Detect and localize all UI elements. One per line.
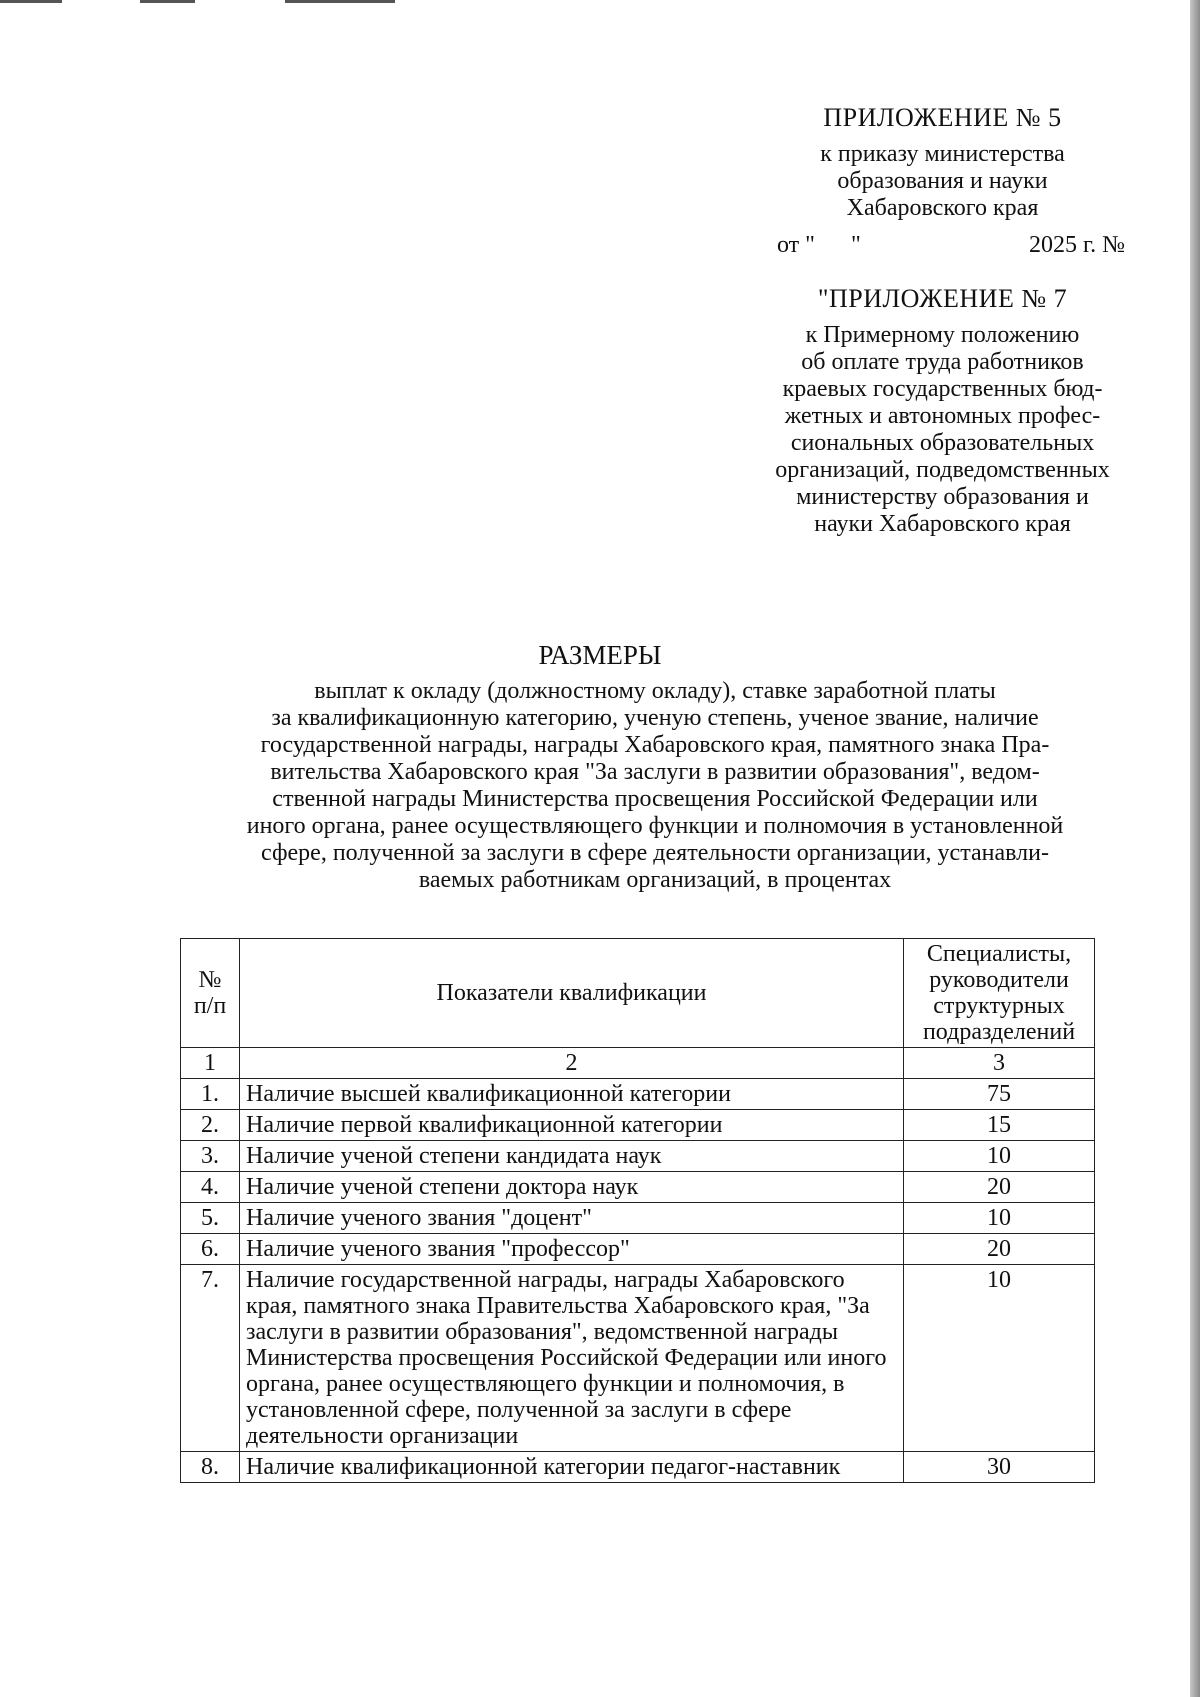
row-indicator: Наличие ученой степени кандидата наук	[240, 1141, 904, 1172]
row-value: 75	[904, 1079, 1095, 1110]
table-row	[181, 1452, 1095, 1483]
row-indicator: Наличие ученого звания "профессор"	[240, 1234, 904, 1265]
index-cell: 3	[904, 1048, 1095, 1079]
appendix-7-title: "ПРИЛОЖЕНИЕ № 7	[817, 284, 1068, 313]
table-row	[181, 1079, 1095, 1110]
row-num: 8.	[181, 1452, 240, 1483]
row-num: 3.	[181, 1141, 240, 1172]
appendix-7-line: сиональных образовательных	[790, 430, 1095, 456]
index-cell: 1	[181, 1048, 240, 1079]
appendix-5-title: ПРИЛОЖЕНИЕ № 5	[823, 103, 1062, 132]
table-row	[181, 1265, 1095, 1452]
table-row	[181, 1172, 1095, 1203]
subtitle-line: за квалификационную категорию, ученую степень, ученое звание, наличие	[271, 705, 1039, 731]
row-value: 10	[904, 1141, 1095, 1172]
table-row	[181, 1141, 1095, 1172]
table-row	[181, 1203, 1095, 1234]
header-indicator: Показатели квалификации	[240, 939, 904, 1048]
row-num: 5.	[181, 1203, 240, 1234]
subtitle-line: вительства Хабаровского края "За заслуги в развитии образования", ведом-	[270, 759, 1040, 785]
qualification-table	[180, 938, 1095, 1483]
subtitle-line: выплат к окладу (должностному окладу), ставке заработной платы	[314, 678, 996, 704]
table-index-row	[181, 1048, 1095, 1079]
subtitle-line: государственной награды, награды Хабаровского края, памятного знака Пра-	[260, 732, 1050, 758]
row-indicator: Наличие квалификационной категории педагог-наставник	[240, 1452, 904, 1483]
row-value: 20	[904, 1172, 1095, 1203]
subtitle-line: ственной награды Министерства просвещения Российской Федерации или	[272, 786, 1038, 812]
row-value: 15	[904, 1110, 1095, 1141]
document-title: РАЗМЕРЫ	[538, 640, 662, 670]
appendix-5-line: Хабаровского края	[846, 195, 1039, 221]
scan-page-edge	[1190, 0, 1200, 1697]
appendix-5-line: к приказу министерства	[820, 141, 1065, 167]
date-year: 2025 г. №	[1028, 232, 1125, 258]
subtitle-line: сфере, полученной за заслуги в сфере деятельности организации, устанавли-	[261, 840, 1049, 866]
date-prefix: от " "	[777, 232, 861, 258]
appendix-7-line: организаций, подведомственных	[775, 457, 1110, 483]
row-value: 20	[904, 1234, 1095, 1265]
row-indicator: Наличие ученого звания "доцент"	[240, 1203, 904, 1234]
index-cell: 2	[240, 1048, 904, 1079]
table-row	[181, 1110, 1095, 1141]
row-value: 10	[904, 1203, 1095, 1234]
row-value: 10	[904, 1265, 1095, 1452]
appendix-7-line: краевых государственных бюд-	[782, 376, 1103, 402]
subtitle-line: иного органа, ранее осуществляющего функции и полномочия в установленной	[246, 813, 1064, 839]
appendix-7-line: министерству образования и	[796, 484, 1089, 510]
appendix-5-line: образования и науки	[837, 168, 1048, 194]
row-num: 1.	[181, 1079, 240, 1110]
table-row	[181, 1234, 1095, 1265]
row-indicator: Наличие государственной награды, награды Хабаровского края, памятного знака Правительства Хабаровского края, "За заслуги в развитии образования", ведомственной награды Министерства просвещения Российской Федерации или иного органа, ранее осуществляющего функции и полномочия, в установленной сфере, полученной за заслуги в сфере деятельности организации	[240, 1265, 904, 1452]
appendix-7-line: к Примерному положению	[805, 322, 1080, 348]
row-num: 6.	[181, 1234, 240, 1265]
subtitle-line: ваемых работникам организаций, в процентах	[418, 867, 892, 893]
scan-top-marks	[0, 0, 1200, 6]
row-indicator: Наличие первой квалификационной категории	[240, 1110, 904, 1141]
header-num: № п/п	[181, 939, 240, 1048]
document-subtitle	[180, 678, 1130, 894]
appendix-5-date-line	[755, 232, 1130, 259]
header-value: Специалисты, руководители структурных подразделений	[904, 939, 1095, 1048]
row-indicator: Наличие ученой степени доктора наук	[240, 1172, 904, 1203]
appendix-7-line: об оплате труда работников	[801, 349, 1084, 375]
row-value: 30	[904, 1452, 1095, 1483]
appendix-7-line: жетных и автономных профес-	[784, 403, 1101, 429]
table-header-row	[181, 939, 1095, 1048]
row-indicator: Наличие высшей квалификационной категории	[240, 1079, 904, 1110]
row-num: 4.	[181, 1172, 240, 1203]
appendix-7-block	[755, 285, 1130, 538]
appendix-7-line: науки Хабаровского края	[814, 511, 1071, 537]
row-num: 2.	[181, 1110, 240, 1141]
row-num: 7.	[181, 1265, 240, 1452]
appendix-5-block	[755, 104, 1130, 259]
